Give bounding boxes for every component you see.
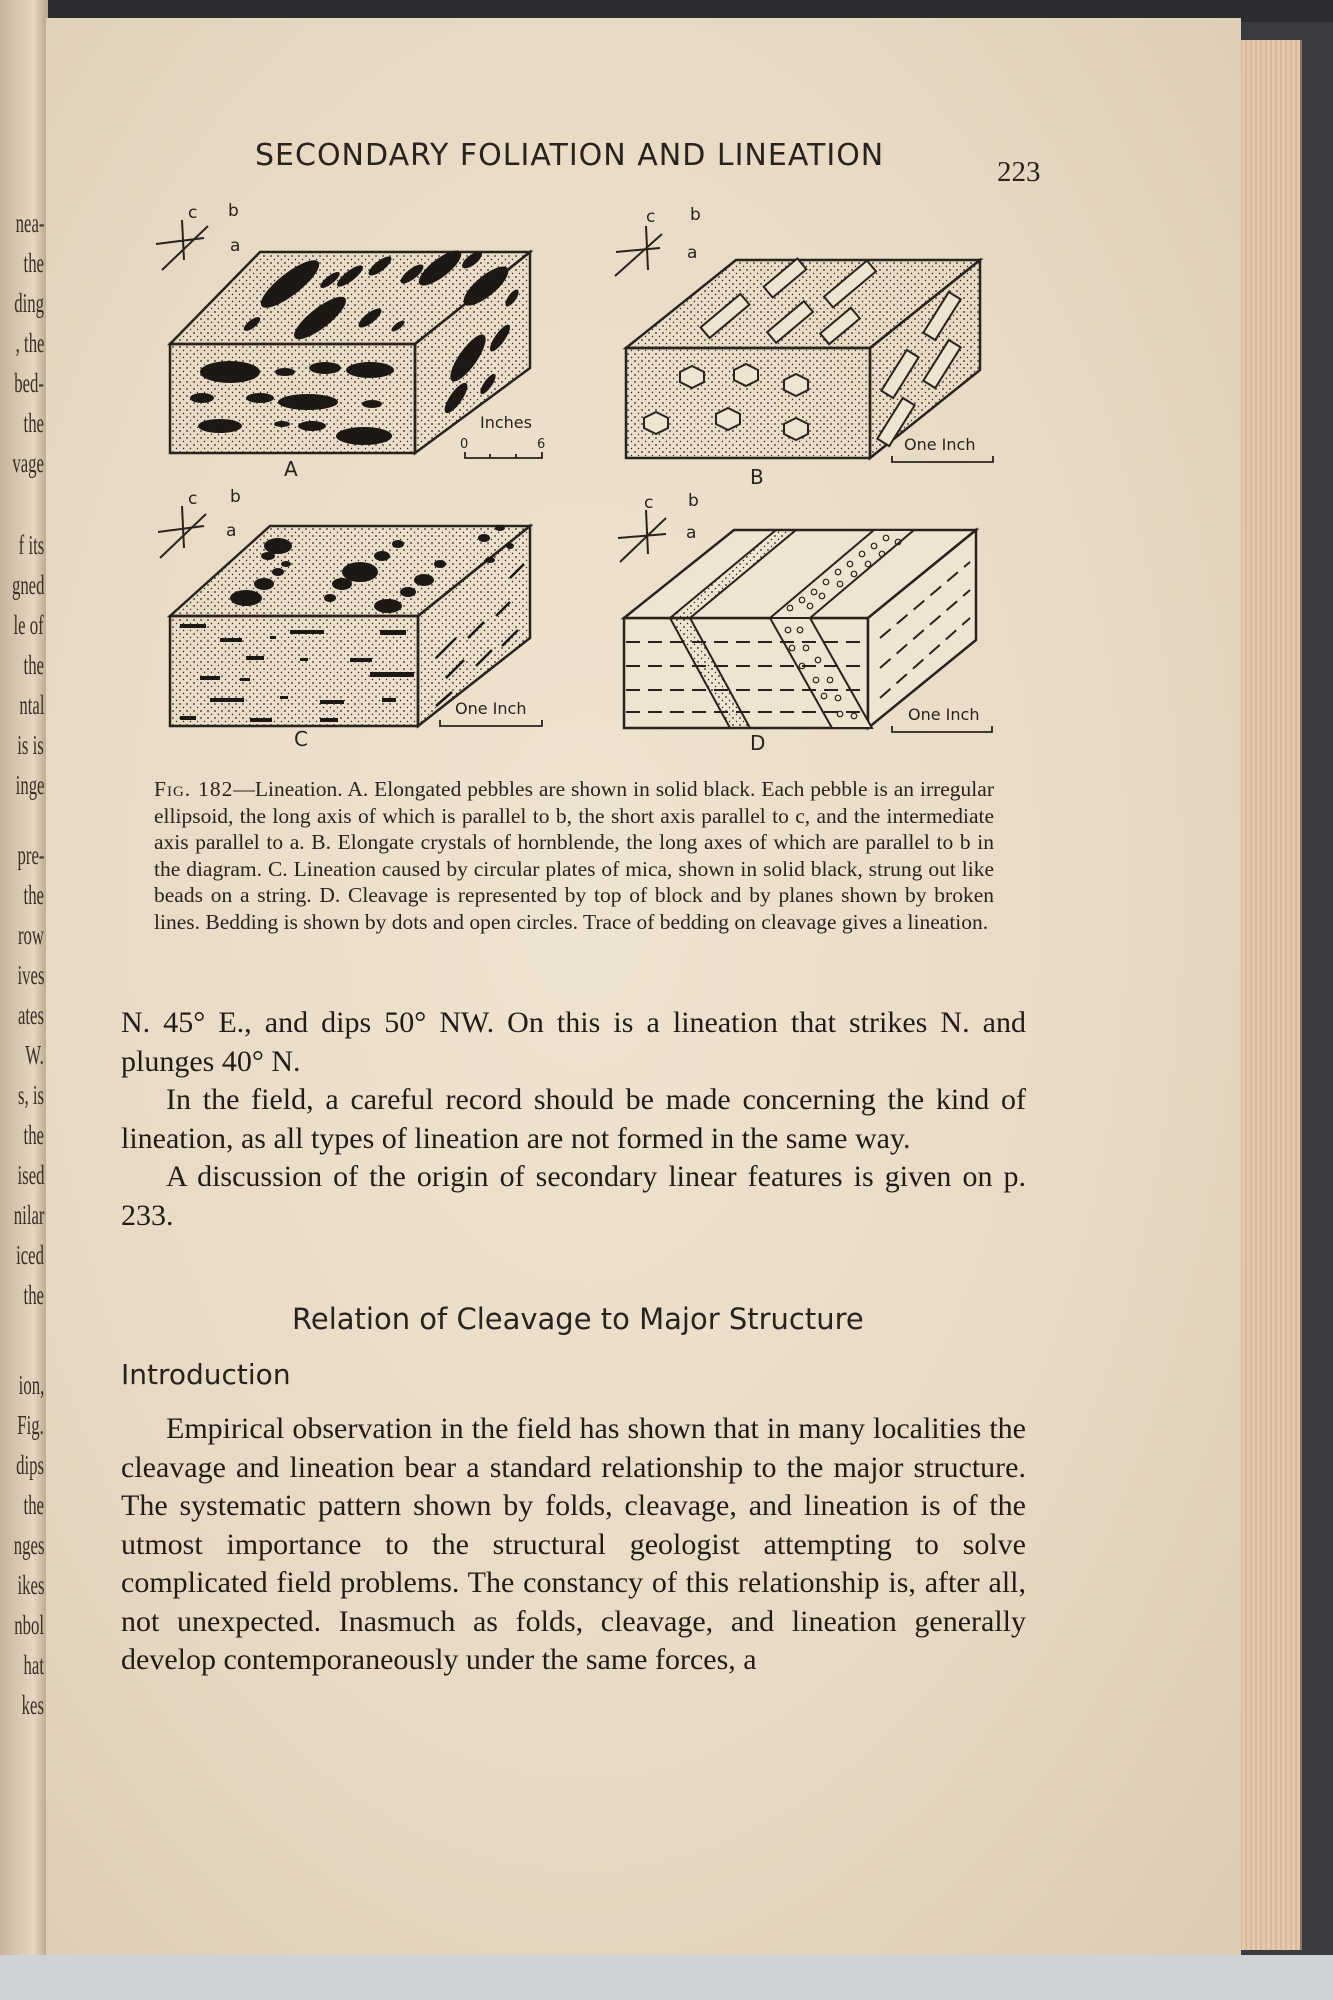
facing-page-text-fragment: nilar — [13, 1200, 44, 1230]
caption-text: —Lineation. A. Elongated pebbles are shown in solid black. Each pebble is an irregular ellipsoid, the long axis of which is parallel to b, the short axis parallel to c, and the intermediate axis parallel to a. B. Elongate crystals of hornblende, the long axes of which are parallel to b in the diagram. C. Lineation caused by circular plates of mica, shown in solid black, strung out like beads on a string. D. Cleavage is represented by top of block and by planes shown by broken lines. Bedding is shown by dots and open circles. Trace of bedding on cleavage gives a lineation. — [154, 777, 994, 934]
axis-cross-b — [615, 226, 662, 276]
panel-d-block — [618, 491, 992, 755]
panel-a-label: A — [284, 457, 298, 481]
figure-182-lineation-diagrams — [150, 198, 1010, 758]
scale-zero-label: 0 — [460, 437, 469, 452]
facing-page-text-fragment: ding — [14, 288, 44, 318]
scale-six-label: 6 — [537, 437, 546, 452]
scale-inches-label: Inches — [480, 413, 532, 432]
panel-a-block — [156, 201, 545, 481]
facing-page-text-fragment: bed- — [14, 368, 44, 398]
axis-label-b: b — [230, 487, 241, 507]
facing-page-text-fragment: , the — [15, 328, 44, 358]
body-paragraph-introduction — [121, 1410, 1026, 1680]
facing-page-text-fragment: nea- — [15, 208, 44, 238]
axis-label-c: c — [646, 207, 656, 227]
facing-page-text-fragment: vage — [12, 448, 44, 478]
facing-page-text-fragment: row — [17, 920, 44, 950]
figure-caption — [154, 776, 994, 935]
axis-cross-d — [618, 510, 666, 562]
body-paragraphs-top — [121, 1004, 1026, 1235]
facing-page-text-fragment: ives — [17, 960, 44, 990]
figure-number: Fig. 182 — [154, 777, 234, 801]
panel-c-label: C — [294, 727, 308, 751]
facing-page-text-fragment: ikes — [17, 1570, 44, 1600]
paragraph-field-record: In the field, a careful record should be made concerning the kind of lineation, as all types of lineation are not formed in the same way. — [121, 1083, 1026, 1155]
paragraph-empirical-observation: Empirical observation in the field has shown that in many localities the cleavage and lineation bear a standard relationship to the major structure. The systematic pattern shown by folds, cleavage, and lineation is of the utmost importance to the structural geologist attempting to solve complicated field problems. The constancy of this relationship is, after all, not unexpected. Inasmuch as folds, cleavage, and lineation generally develop contemporaneously under the same forces, a — [121, 1412, 1026, 1676]
scale-one-inch-label: One Inch — [455, 699, 527, 718]
facing-page-text-fragment: dips — [16, 1450, 44, 1480]
running-head: SECONDARY FOLIATION AND LINEATION — [255, 138, 885, 173]
facing-page-text-fragment: the — [23, 1120, 44, 1150]
facing-page-text-fragment: the — [23, 408, 44, 438]
scale-one-inch-label: One Inch — [904, 435, 976, 454]
panel-d-label: D — [750, 731, 766, 755]
facing-page-text-fragment: inge — [15, 770, 44, 800]
axis-label-a: a — [230, 236, 241, 256]
axis-label-b: b — [690, 205, 701, 225]
facing-page-text-fragment: iced — [16, 1240, 44, 1270]
subsection-heading: Introduction — [121, 1358, 291, 1391]
facing-page-text-fragment: hat — [23, 1650, 44, 1680]
axis-label-a: a — [687, 243, 698, 263]
section-heading: Relation of Cleavage to Major Structure — [292, 1302, 864, 1336]
scale-one-inch-label: One Inch — [908, 705, 980, 724]
facing-page-text-fragment: s, is — [17, 1080, 44, 1110]
paragraph-strike-dip: N. 45° E., and dips 50° NW. On this is a lineation that strikes N. and plunges 40° N. — [121, 1006, 1026, 1078]
axis-label-a: a — [226, 521, 237, 541]
panel-c-block — [158, 487, 542, 751]
facing-page-text-fragment: kes — [21, 1690, 44, 1720]
panel-b-label: B — [750, 465, 764, 489]
facing-page-text-fragment: gned — [11, 570, 44, 600]
axis-label-c: c — [188, 489, 198, 509]
facing-page-text-fragment: pre- — [17, 840, 44, 870]
page-number: 223 — [997, 156, 1041, 188]
facing-page-text-fragment: the — [23, 880, 44, 910]
facing-page-text-fragment: nbol — [14, 1610, 44, 1640]
axis-cross-c — [158, 506, 206, 558]
facing-page-text-fragment: le of — [13, 610, 44, 640]
background-surface — [0, 1955, 1333, 2000]
axis-label-c: c — [644, 493, 654, 513]
facing-page-text-fragment: the — [23, 650, 44, 680]
axis-label-b: b — [228, 201, 239, 221]
facing-page-text-fragment: ates — [17, 1000, 44, 1030]
facing-page-text-fragment: the — [23, 1490, 44, 1520]
facing-page-text-fragment: W. — [25, 1040, 44, 1070]
page-block-edge — [1232, 40, 1302, 1950]
axis-label-b: b — [688, 491, 699, 511]
facing-page-text-fragment: Fig. — [17, 1410, 44, 1440]
facing-page-text-fragment: f its — [18, 530, 44, 560]
paragraph-origin-reference: A discussion of the origin of secondary linear features is given on p. 233. — [121, 1160, 1026, 1232]
axis-label-c: c — [188, 203, 198, 223]
facing-page-text-fragment: ion, — [18, 1370, 44, 1400]
facing-page-text-fragment: ntal — [18, 690, 44, 720]
facing-page-text-fragment: nges — [13, 1530, 44, 1560]
panel-b-block — [615, 205, 993, 489]
facing-page-edge — [0, 0, 48, 2000]
facing-page-text-fragment: the — [23, 1280, 44, 1310]
facing-page-text-fragment: ised — [17, 1160, 44, 1190]
facing-page-text-fragment: is is — [17, 730, 44, 760]
facing-page-text-fragment: the — [23, 248, 44, 278]
axis-label-a: a — [686, 523, 697, 543]
axis-cross-a — [156, 220, 208, 270]
